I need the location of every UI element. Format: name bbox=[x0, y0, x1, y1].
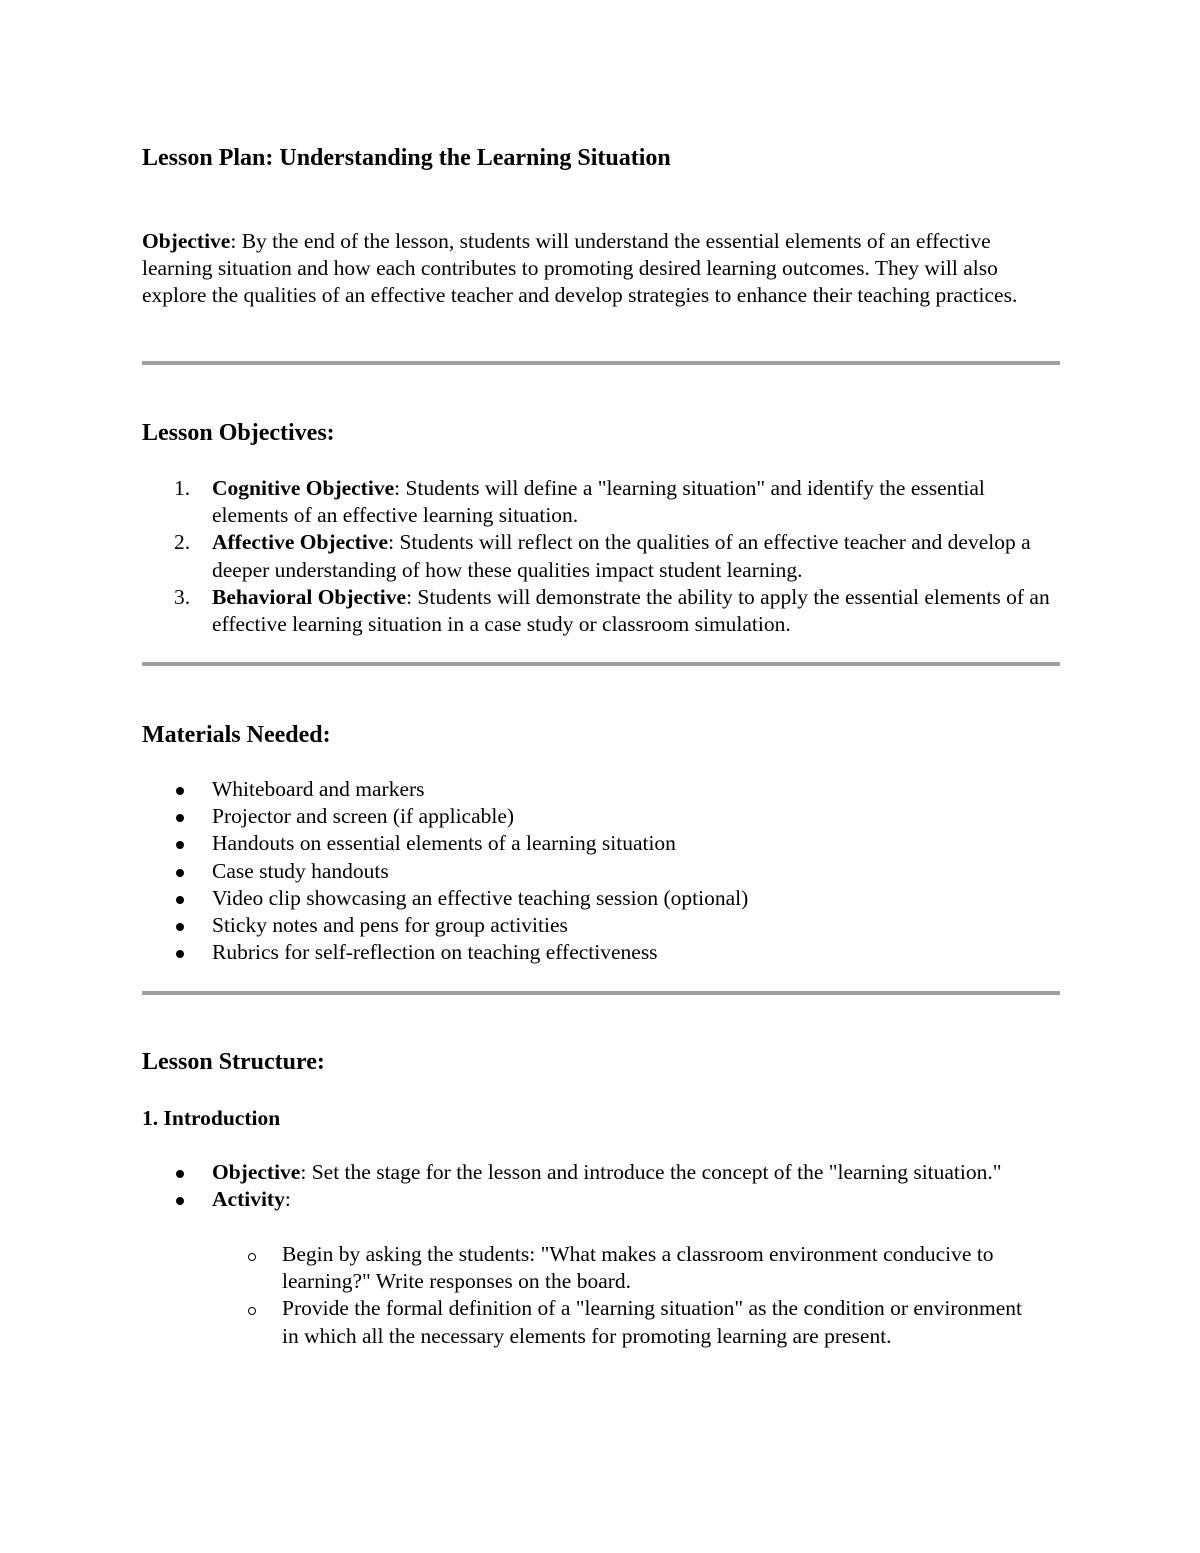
list-item bbox=[142, 803, 1060, 830]
material-item: Projector and screen (if applicable) bbox=[212, 804, 515, 829]
introduction-heading: 1. Introduction bbox=[142, 1106, 281, 1130]
activity-item: Begin by asking the students: "What makes a classroom environment conducive to learning?" Write responses on the board. bbox=[282, 1242, 994, 1294]
list-item bbox=[142, 858, 1060, 885]
material-item: Video clip showcasing an effective teaching session (optional) bbox=[212, 885, 749, 910]
list-item bbox=[142, 912, 1060, 939]
list-number: 1. bbox=[174, 476, 191, 500]
material-item: Case study handouts bbox=[212, 858, 389, 883]
materials-heading: Materials Needed: bbox=[142, 722, 331, 748]
material-item: Handouts on essential elements of a learning situation bbox=[212, 831, 676, 856]
material-item: Rubrics for self-reflection on teaching effectiveness bbox=[212, 940, 658, 965]
circle-bullet-icon bbox=[248, 1307, 256, 1315]
objective-item-text: : Students will reflect on the qualities of an effective teacher and develop a deeper understanding of how these qualities impact student learning. bbox=[212, 530, 1031, 582]
materials-list bbox=[142, 776, 1060, 966]
intro-activity-label: Activity bbox=[212, 1187, 285, 1212]
objective-label: Objective bbox=[142, 229, 231, 253]
lesson-structure-heading: Lesson Structure: bbox=[142, 1049, 325, 1075]
objective-item-label: Behavioral Objective bbox=[212, 584, 407, 609]
material-item: Whiteboard and markers bbox=[212, 777, 425, 801]
section-divider bbox=[142, 361, 1060, 365]
bullet-icon bbox=[176, 841, 184, 849]
list-item bbox=[142, 1159, 1060, 1186]
circle-bullet-icon bbox=[248, 1253, 256, 1261]
material-item: Sticky notes and pens for group activities bbox=[212, 913, 568, 938]
activity-item: Provide the formal definition of a "learning situation" as the condition or environment in which all the necessary elements for promoting learning are present. bbox=[282, 1296, 1023, 1348]
bullet-icon bbox=[176, 1170, 184, 1178]
bullet-icon bbox=[176, 1197, 184, 1205]
objective-item-label: Cognitive Objective bbox=[212, 476, 395, 500]
lesson-objectives-list bbox=[142, 475, 1060, 638]
list-number: 2. bbox=[174, 530, 191, 555]
activity-sublist bbox=[142, 1241, 1042, 1350]
section-divider bbox=[142, 991, 1060, 995]
list-number: 3. bbox=[174, 584, 191, 609]
document-title: Lesson Plan: Understanding the Learning Situation bbox=[142, 145, 671, 171]
list-item bbox=[142, 1186, 1060, 1213]
objective-paragraph bbox=[142, 228, 1042, 310]
list-item bbox=[142, 584, 1060, 638]
introduction-list bbox=[142, 1159, 1060, 1213]
list-item bbox=[142, 1241, 1042, 1295]
list-item bbox=[142, 830, 1060, 857]
intro-objective-label: Objective bbox=[212, 1160, 301, 1184]
intro-activity-suffix: : bbox=[284, 1187, 291, 1212]
objective-item-label: Affective Objective bbox=[212, 530, 389, 555]
list-item bbox=[142, 1295, 1042, 1349]
list-item bbox=[142, 475, 1060, 529]
objective-item-text: : Students will demonstrate the ability to apply the essential elements of an effective learning situation in a case study or classroom simulation. bbox=[212, 584, 1050, 637]
bullet-icon bbox=[176, 814, 184, 822]
list-item bbox=[142, 529, 1060, 583]
list-item bbox=[142, 939, 1060, 966]
lesson-objectives-heading: Lesson Objectives: bbox=[142, 420, 335, 446]
list-item bbox=[142, 776, 1060, 803]
bullet-icon bbox=[176, 787, 184, 795]
bullet-icon bbox=[176, 896, 184, 904]
bullet-icon bbox=[176, 869, 184, 877]
section-divider bbox=[142, 662, 1060, 666]
list-item bbox=[142, 885, 1060, 912]
intro-objective-text: : Set the stage for the lesson and introduce the concept of the "learning situation." bbox=[300, 1160, 1002, 1184]
bullet-icon bbox=[176, 950, 184, 958]
objective-item-text: : Students will define a "learning situation" and identify the essential elements of an effective learning situation. bbox=[212, 476, 985, 528]
bullet-icon bbox=[176, 923, 184, 931]
objective-text: : By the end of the lesson, students will understand the essential elements of an effective learning situation and how each contributes to promoting desired learning outcomes. They will also explore the qualities of an effective teacher and develop strategies to enhance their teaching practices. bbox=[142, 229, 1018, 308]
